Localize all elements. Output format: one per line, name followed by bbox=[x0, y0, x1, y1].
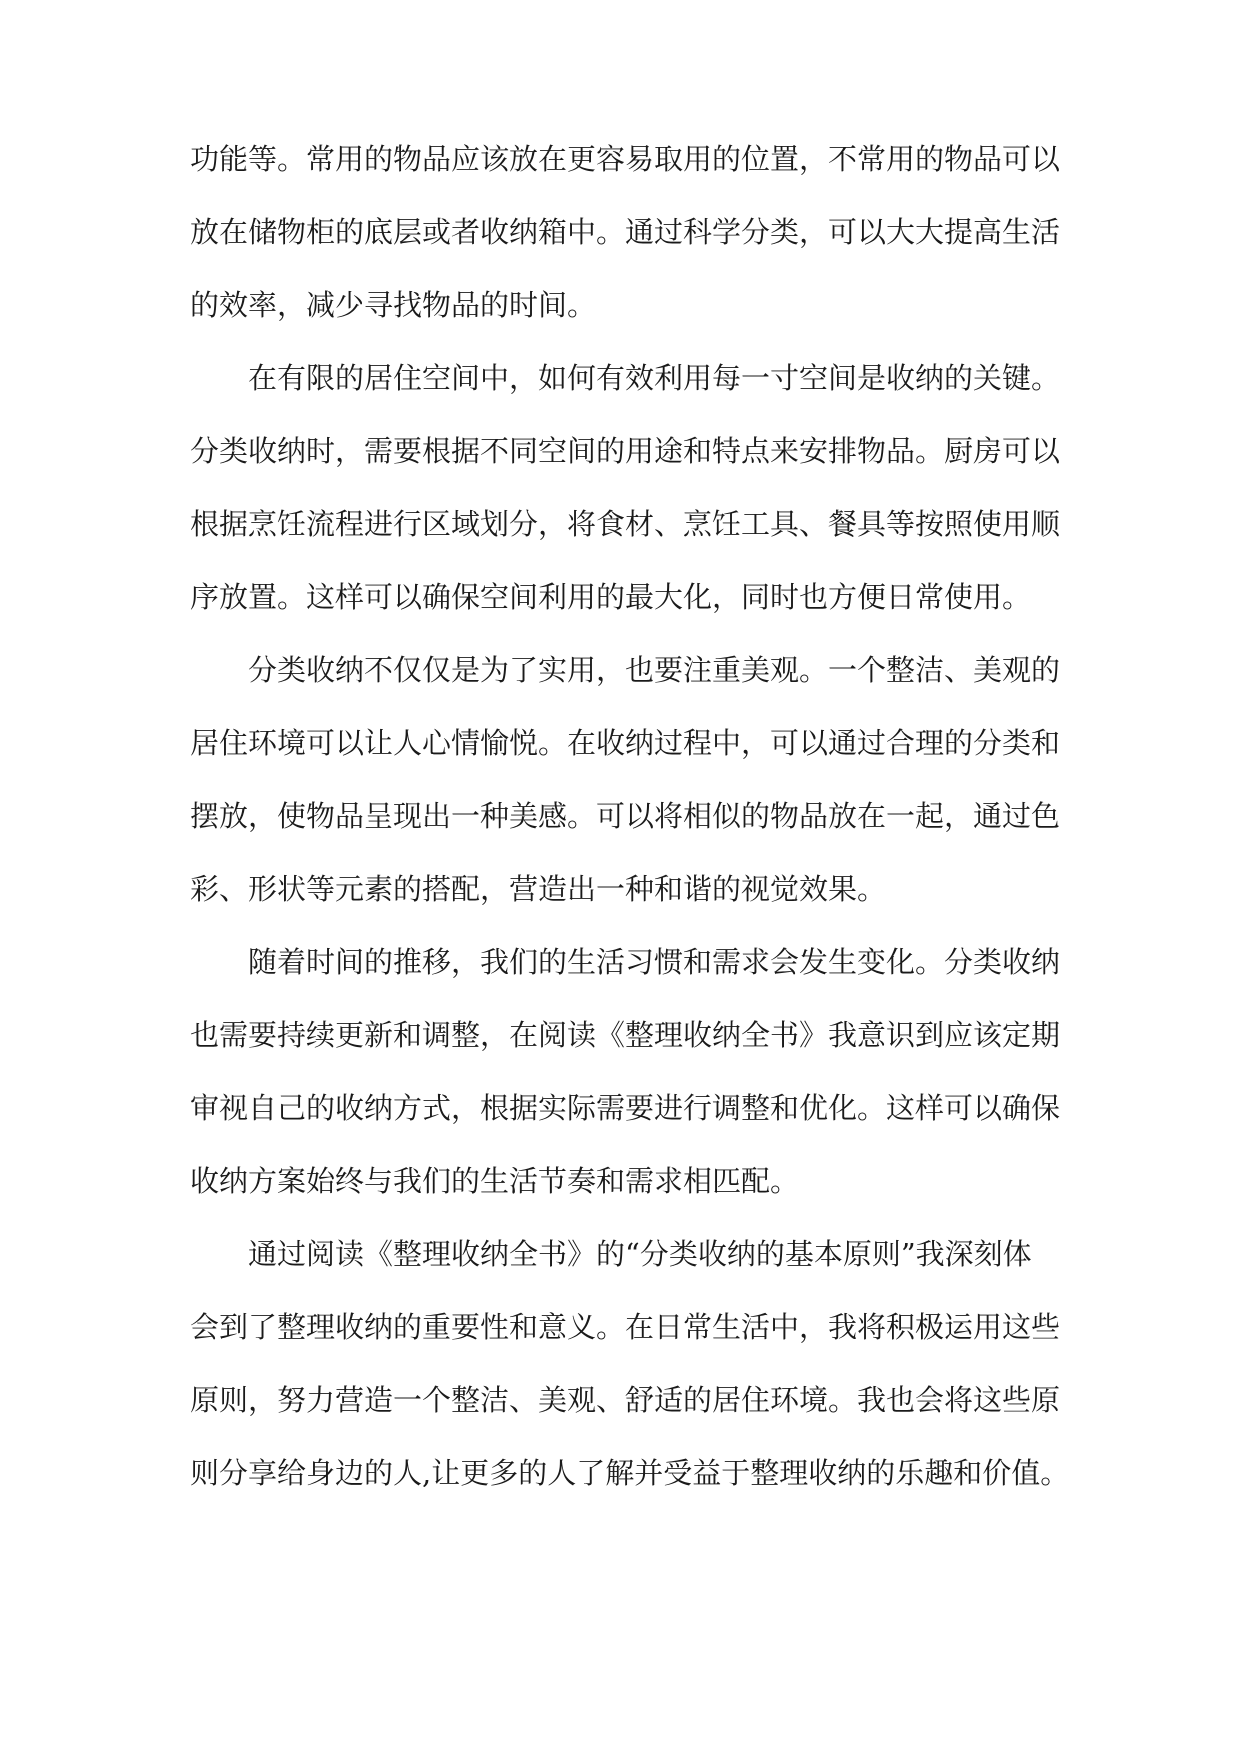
text-line: 分类收纳时，需要根据不同空间的用途和特点来安排物品。厨房可以 bbox=[190, 434, 1061, 468]
text-line: 在有限的居住空间中，如何有效利用每一寸空间是收纳的关键。 bbox=[248, 361, 1061, 395]
text-line: 功能等。常用的物品应该放在更容易取用的位置，不常用的物品可以 bbox=[190, 142, 1061, 176]
text-line: 的效率，减少寻找物品的时间。 bbox=[190, 288, 597, 322]
document-body bbox=[190, 142, 1070, 1532]
text-line: 会到了整理收纳的重要性和意义。在日常生活中，我将积极运用这些 bbox=[190, 1310, 1061, 1344]
paragraph-5 bbox=[190, 1237, 1070, 1532]
text-line: 彩、形状等元素的搭配，营造出一种和谐的视觉效果。 bbox=[190, 872, 887, 906]
text-line: 收纳方案始终与我们的生活节奏和需求相匹配。 bbox=[190, 1164, 800, 1198]
paragraph-2 bbox=[190, 361, 1061, 656]
text-line: 原则，努力营造一个整洁、美观、舒适的居住环境。我也会将这些原 bbox=[190, 1383, 1061, 1417]
paragraph-1 bbox=[190, 142, 1061, 364]
text-line: 放在储物柜的底层或者收纳箱中。通过科学分类，可以大大提高生活 bbox=[190, 215, 1061, 249]
text-line: 分类收纳不仅仅是为了实用，也要注重美观。一个整洁、美观的 bbox=[248, 653, 1061, 687]
text-line: 根据烹饪流程进行区域划分，将食材、烹饪工具、餐具等按照使用顺 bbox=[190, 507, 1061, 541]
text-line: 序放置。这样可以确保空间利用的最大化，同时也方便日常使用。 bbox=[190, 580, 1032, 614]
text-line: 也需要持续更新和调整，在阅读《整理收纳全书》我意识到应该定期 bbox=[190, 1018, 1061, 1052]
text-line: 随着时间的推移，我们的生活习惯和需求会发生变化。分类收纳 bbox=[248, 945, 1061, 979]
text-line: 摆放，使物品呈现出一种美感。可以将相似的物品放在一起，通过色 bbox=[190, 799, 1061, 833]
text-line: 居住环境可以让人心情愉悦。在收纳过程中，可以通过合理的分类和 bbox=[190, 726, 1061, 760]
paragraph-3 bbox=[190, 653, 1061, 948]
text-line: 审视自己的收纳方式，根据实际需要进行调整和优化。这样可以确保 bbox=[190, 1091, 1061, 1125]
paragraph-4 bbox=[190, 945, 1061, 1240]
text-line: 通过阅读《整理收纳全书》的“分类收纳的基本原则”我深刻体 bbox=[248, 1237, 1032, 1271]
text-line: 则分享给身边的人,让更多的人了解并受益于整理收纳的乐趣和价值。 bbox=[190, 1456, 1070, 1490]
